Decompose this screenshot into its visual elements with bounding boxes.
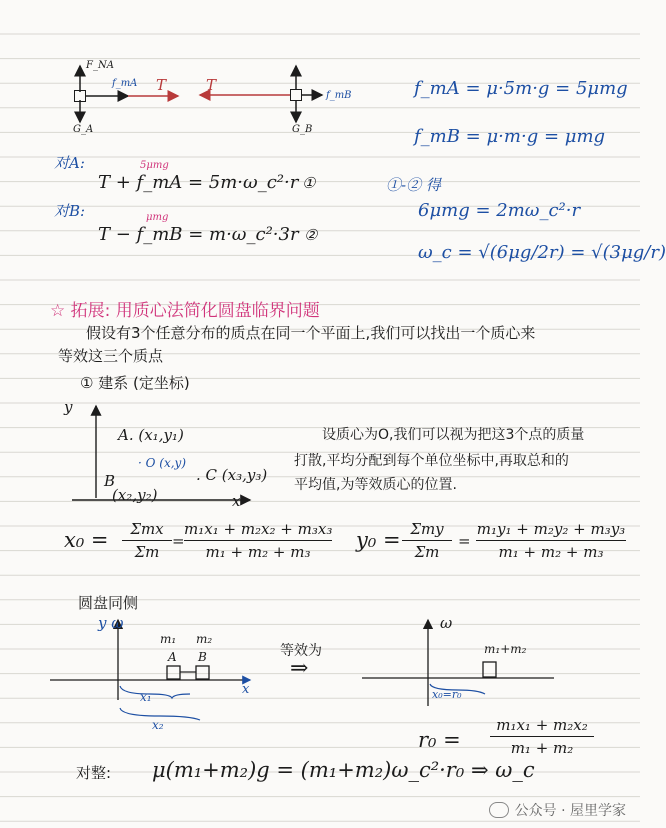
point-o: · O (x,y) xyxy=(138,456,187,470)
disk-m1: m₁ xyxy=(160,632,177,646)
disk-x2: x₂ xyxy=(152,718,164,732)
for-b-label: 对B: xyxy=(54,202,86,220)
watermark-text: 公众号 · 屋里学家 xyxy=(514,803,626,819)
disk-b: B xyxy=(198,650,207,664)
r0-lhs: r₀ = xyxy=(418,728,461,752)
wechat-icon xyxy=(489,802,509,818)
desc-3: 平均值,为等效质心的位置. xyxy=(294,477,457,493)
point-a: A. (x₁,y₁) xyxy=(118,426,184,444)
label-fmb: f_mB xyxy=(326,90,352,101)
label-gb: G_B xyxy=(292,124,313,135)
for-a-num: ① xyxy=(302,174,316,192)
equiv-arrow: ⇒ xyxy=(290,656,309,681)
x0-lhs: x₀ = xyxy=(64,528,109,552)
point-b: B xyxy=(104,472,116,490)
extension-para-1: 假设有3个任意分布的质点在同一个平面上,我们可以找出一个质心来 xyxy=(86,324,536,342)
x0-sum-frac: Σmx Σm xyxy=(122,520,172,561)
disk-box-a xyxy=(167,666,180,679)
friction-b: f_mB = μ·m·g = μmg xyxy=(414,126,606,147)
disk-m12: m₁+m₂ xyxy=(484,642,527,656)
for-a-eq: T + f_mA = 5m·ω_c²·r xyxy=(98,172,299,193)
final-label: 对整: xyxy=(76,764,112,782)
for-a-label: 对A: xyxy=(54,154,85,172)
for-b-note: μmg xyxy=(146,212,169,223)
label-fma: f_mA xyxy=(112,78,138,89)
y0-lhs: y₀ = xyxy=(356,528,401,552)
disk-m2: m₂ xyxy=(196,632,213,646)
disk-box-b xyxy=(196,666,209,679)
x0-frac: m₁x₁ + m₂x₂ + m₃x₃ m₁ + m₂ + m₃ xyxy=(184,520,333,561)
desc-1: 设质心为O,我们可以视为把这3个点的质量 xyxy=(322,427,585,443)
for-a-note: 5μmg xyxy=(140,160,169,171)
point-b-coord: (x₂,y₂) xyxy=(112,486,158,504)
final-eq: μ(m₁+m₂)g = (m₁+m₂)ω_c²·r₀ ⇒ ω_c xyxy=(152,758,535,782)
disk-x-axis: x xyxy=(242,682,250,697)
derive-label: ①-② 得 xyxy=(386,176,441,194)
extension-para-2: 等效这三个质点 xyxy=(58,347,164,365)
disk-x1: x₁ xyxy=(140,690,152,704)
disk-x0-r0: x₀=r₀ xyxy=(432,688,462,701)
disk-title: 圆盘同侧 xyxy=(78,594,139,612)
disk-a: A xyxy=(168,650,177,664)
equiv-text: 等效为 xyxy=(280,643,322,659)
box-a xyxy=(74,90,86,102)
omega-eq: ω_c = √(6μg/2r) = √(3μg/r) xyxy=(418,242,666,263)
for-b-eq: T − f_mB = m·ω_c²·3r xyxy=(98,224,299,245)
x0-eq-sign: = xyxy=(172,532,185,550)
axis-y-label: y xyxy=(64,398,73,416)
disk-box-m12 xyxy=(483,662,496,677)
derive-eq: 6μmg = 2mω_c²·r xyxy=(418,200,581,221)
desc-2: 打散,平均分配到每个单位坐标中,再取总和的 xyxy=(294,453,569,469)
brace-x1 xyxy=(120,686,190,698)
y0-eq-sign: = xyxy=(458,532,471,550)
y0-sum-frac: Σmy Σm xyxy=(402,520,452,561)
extension-title: ☆ 拓展: 用质心法简化圆盘临界问题 xyxy=(50,301,320,321)
step-1: ① 建系 (定坐标) xyxy=(80,374,190,392)
watermark xyxy=(489,800,626,820)
for-b-num: ② xyxy=(304,226,318,244)
label-t-right: T xyxy=(206,76,217,94)
axis-x-label: x xyxy=(232,492,241,510)
y0-frac: m₁y₁ + m₂y₂ + m₃y₃ m₁ + m₂ + m₃ xyxy=(476,520,626,561)
box-b xyxy=(290,89,302,101)
label-ga: G_A xyxy=(73,124,94,135)
disk-right-w: ω xyxy=(440,614,453,632)
disk-left-w: y ω xyxy=(98,614,124,632)
label-t-left: T xyxy=(156,76,167,94)
r0-frac: m₁x₁ + m₂x₂ m₁ + m₂ xyxy=(490,716,594,757)
friction-a: f_mA = μ·5m·g = 5μmg xyxy=(414,78,628,99)
point-c: . C (x₃,y₃) xyxy=(196,466,268,484)
label-fna: F_NA xyxy=(86,60,114,71)
